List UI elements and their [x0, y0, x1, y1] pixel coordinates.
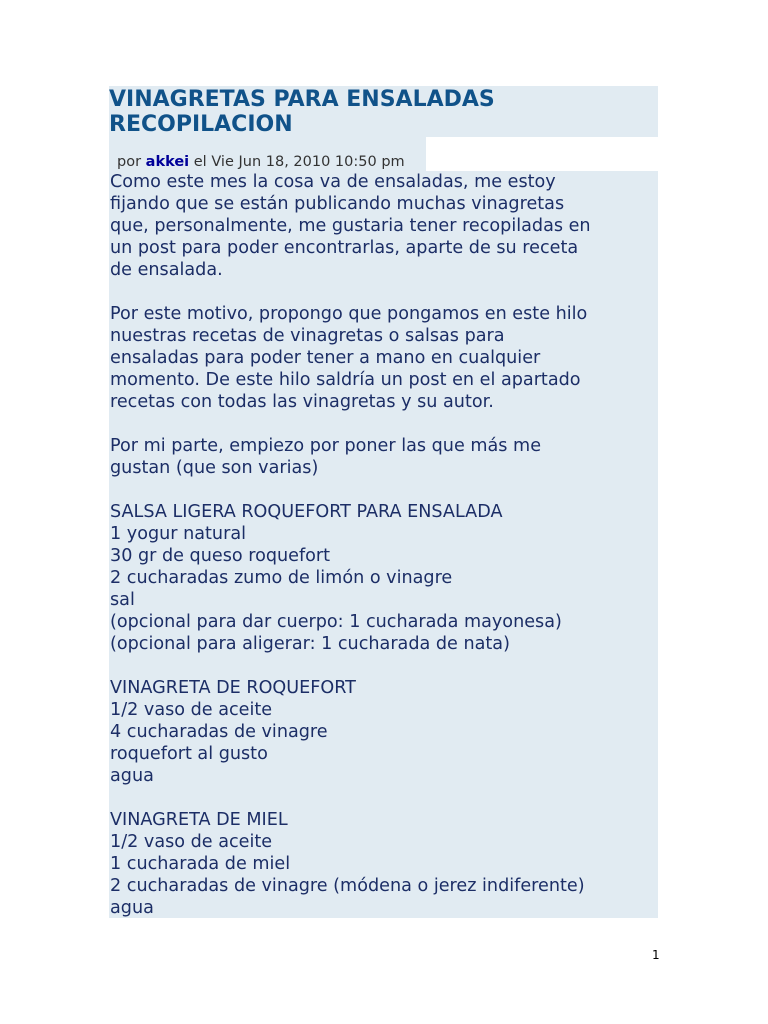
ingredient-line: (opcional para aligerar: 1 cucharada de nata)	[110, 634, 510, 654]
post-body	[109, 171, 658, 918]
ingredient-line: 30 gr de queso roquefort	[110, 546, 331, 566]
ingredient-line: agua	[110, 898, 154, 918]
text-line: recetas con todas las vinagretas y su autor.	[110, 392, 494, 412]
text-line: momento. De este hilo saldría un post en el apartado	[110, 370, 581, 390]
post-date: el Vie Jun 18, 2010 10:50 pm	[193, 154, 405, 170]
recipe-name: SALSA LIGERA ROQUEFORT PARA ENSALADA	[110, 502, 503, 522]
post-title-line-2: RECOPILACION	[109, 112, 293, 137]
text-line: Por mi parte, empiezo por poner las que más me	[110, 436, 542, 456]
recipe-name: VINAGRETA DE MIEL	[110, 810, 288, 830]
recipe-name: VINAGRETA DE ROQUEFORT	[110, 678, 356, 698]
intro-paragraph-1	[110, 171, 658, 281]
ingredient-line: sal	[110, 590, 135, 610]
intro-paragraph-2	[110, 303, 658, 413]
text-line: que, personalmente, me gustaria tener recopiladas en	[110, 216, 591, 236]
ingredient-line: 1 yogur natural	[110, 524, 246, 544]
post-meta-text	[117, 153, 405, 171]
post-meta	[109, 137, 426, 171]
text-line: nuestras recetas de vinagretas o salsas para	[110, 326, 505, 346]
recipe-salsa-ligera-roquefort	[110, 501, 658, 655]
text-line: Por este motivo, propongo que pongamos en este hilo	[110, 304, 588, 324]
ingredient-line: agua	[110, 766, 154, 786]
post-title-line-1: VINAGRETAS PARA ENSALADAS	[109, 87, 495, 112]
recipe-vinagreta-miel	[110, 809, 658, 919]
post-body-text	[110, 171, 658, 919]
ingredient-line: 2 cucharadas de vinagre (módena o jerez indiferente)	[110, 876, 585, 896]
meta-prefix: por	[117, 154, 142, 170]
text-line: Como este mes la cosa va de ensaladas, me estoy	[110, 172, 556, 192]
text-line: un post para poder encontrarlas, aparte de su receta	[110, 238, 579, 258]
ingredient-line: 4 cucharadas de vinagre	[110, 722, 328, 742]
ingredient-line: roquefort al gusto	[110, 744, 268, 764]
ingredient-line: (opcional para dar cuerpo: 1 cucharada mayonesa)	[110, 612, 562, 632]
ingredient-line: 2 cucharadas zumo de limón o vinagre	[110, 568, 453, 588]
text-line: gustan (que son varias)	[110, 458, 319, 478]
ingredient-line: 1/2 vaso de aceite	[110, 700, 273, 720]
text-line: de ensalada.	[110, 260, 223, 280]
text-line: fijando que se están publicando muchas vinagretas	[110, 194, 565, 214]
intro-paragraph-3	[110, 435, 658, 479]
ingredient-line: 1/2 vaso de aceite	[110, 832, 273, 852]
post-title-block	[109, 86, 658, 137]
text-line: ensaladas para poder tener a mano en cualquier	[110, 348, 541, 368]
author-link[interactable]: akkei	[145, 154, 190, 170]
ingredient-line: 1 cucharada de miel	[110, 854, 291, 874]
page-number: 1	[652, 948, 660, 962]
recipe-vinagreta-roquefort	[110, 677, 658, 787]
